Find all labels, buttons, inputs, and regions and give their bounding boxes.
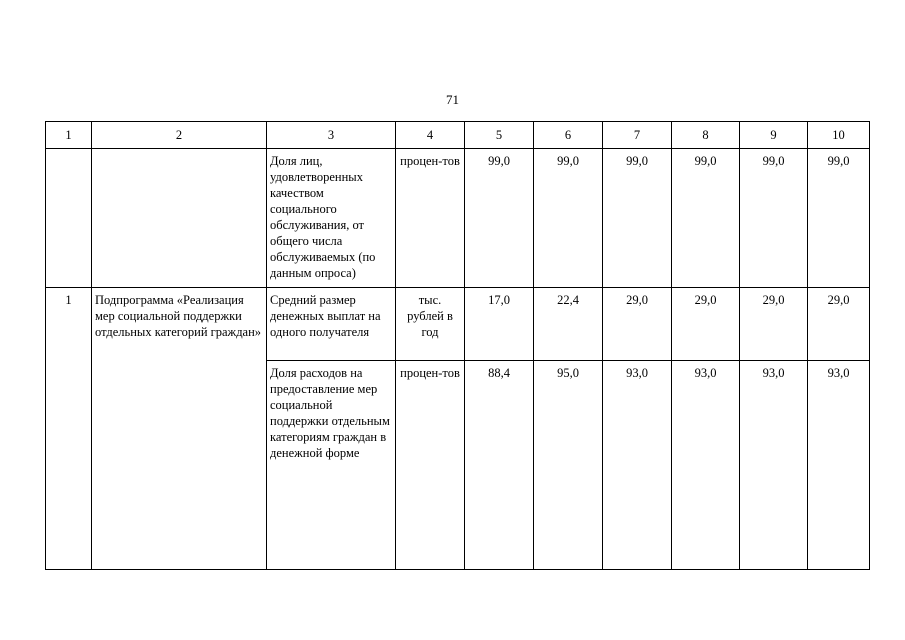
column-header: 9 <box>740 122 808 149</box>
column-header: 1 <box>46 122 92 149</box>
value-cell: 93,0 <box>603 361 672 570</box>
subprogram-number-cell: 1 <box>46 288 92 570</box>
value-cell: 17,0 <box>465 288 534 361</box>
column-header: 3 <box>267 122 396 149</box>
indicator-cell: Доля лиц, удовлетворенных качеством социального обслуживания, от общего числа обслуживаемых (по данным опроса) <box>267 149 396 288</box>
column-header: 10 <box>808 122 870 149</box>
unit-cell: процен-тов <box>396 361 465 570</box>
value-cell: 29,0 <box>740 288 808 361</box>
value-cell: 93,0 <box>808 361 870 570</box>
column-header: 6 <box>534 122 603 149</box>
value-cell: 99,0 <box>808 149 870 288</box>
value-cell: 29,0 <box>603 288 672 361</box>
indicators-table <box>45 121 870 570</box>
table-header-row <box>46 122 870 149</box>
value-cell: 93,0 <box>672 361 740 570</box>
column-header: 8 <box>672 122 740 149</box>
value-cell: 95,0 <box>534 361 603 570</box>
unit-cell: тыс. рублей в год <box>396 288 465 361</box>
value-cell: 99,0 <box>740 149 808 288</box>
page-number: 71 <box>446 92 459 107</box>
empty-cell <box>46 149 92 288</box>
unit-cell: процен-тов <box>396 149 465 288</box>
subprogram-name-cell: Подпрограмма «Реализация мер социальной поддержки отдельных категорий граждан» <box>92 288 267 570</box>
indicator-cell: Доля расходов на предоставление мер социальной поддержки отдельным категориям граждан в денежной форме <box>267 361 396 570</box>
value-cell: 99,0 <box>534 149 603 288</box>
value-cell: 99,0 <box>672 149 740 288</box>
value-cell: 29,0 <box>672 288 740 361</box>
column-header: 2 <box>92 122 267 149</box>
empty-cell <box>92 149 267 288</box>
column-header: 4 <box>396 122 465 149</box>
table-row <box>46 149 870 288</box>
value-cell: 99,0 <box>603 149 672 288</box>
column-header: 7 <box>603 122 672 149</box>
value-cell: 22,4 <box>534 288 603 361</box>
value-cell: 88,4 <box>465 361 534 570</box>
column-header: 5 <box>465 122 534 149</box>
indicator-cell: Средний размер денежных выплат на одного получателя <box>267 288 396 361</box>
table-row <box>46 288 870 361</box>
value-cell: 99,0 <box>465 149 534 288</box>
value-cell: 29,0 <box>808 288 870 361</box>
value-cell: 93,0 <box>740 361 808 570</box>
